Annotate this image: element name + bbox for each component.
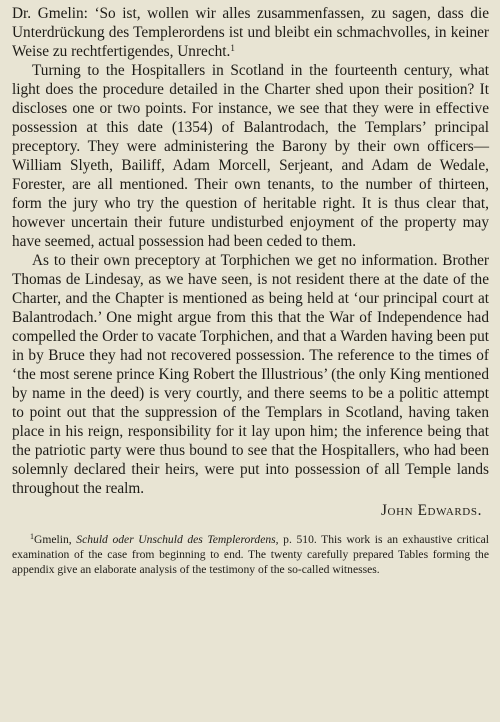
footnote bbox=[12, 532, 489, 577]
footnote-description: p. 510. This work is an exhaustive critical examination of the case from beginning to end. The twenty carefully prepared Tables forming the appendix give an elaborate analysis of the testimony of the so-called witnesses. bbox=[12, 533, 490, 576]
author-signature: John Edwards. bbox=[380, 502, 482, 519]
paragraph-torphichen: As to their own preceptory at Torphichen we get no information. Brother Thomas de Lindesay, as we have seen, is not resident there at the date of the Charter, and the Chapter is mentioned as being held at ‘our principal court at Balantrodach.’ One might argue from this that the War of Independence had compelled the Order to vacate Torphichen, and that a Warden having been put in by Bruce they had not recovered possession. The reference to the times of ‘the most serene prince King Robert the Illustrious’ (the only King mentioned by name in the deed) is very courtly, and there seems to be a politic attempt to point out that the suppression of the Templars in Scotland, having taken place in his reign, responsibility for it lay upon him; the inference being that the patriotic party were thus bound to see that the Hospitallers, who had been solemnly declared their heirs, were put into possession of all Temple lands throughout the realm. bbox=[12, 252, 489, 497]
footnote-marker: 1 bbox=[30, 532, 34, 541]
paragraph-text: Dr. Gmelin: ‘So ist, wollen wir alles zusammenfassen, zu sagen, dass die Unterdrückung des Templerordens ist und bleibt ein schmachvolles, in keiner Weise zu rechtfertigendes, Unrecht. bbox=[12, 5, 489, 60]
footnote-book-title: Schuld oder Unschuld des Templerordens, bbox=[76, 533, 279, 546]
paragraph-hospitallers: Turning to the Hospitallers in Scotland in the fourteenth century, what light does the procedure detailed in the Charter shed upon their position? It discloses one or two points. For instance, we see that they were in effective possession at this date (1354) of Balantrodach, the Templars’ principal preceptory. They were administering the Barony by their own officers—William Slyeth, Bailiff, Adam Morcell, Serjeant, and Adam de Wedale, Forester, are all mentioned. Their own tenants, to the number of thirteen, form the jury who try the question of heritable right. It is thus clear that, however uncertain their future undisturbed enjoyment of the property may have seemed, actual possession had been ceded to them. bbox=[12, 62, 489, 250]
footnote-reference: 1 bbox=[230, 43, 235, 53]
article-body bbox=[12, 4, 489, 498]
paragraph-quote-gmelin bbox=[12, 4, 489, 61]
footnote-author: Gmelin, bbox=[34, 533, 72, 546]
footnote-text bbox=[12, 532, 489, 577]
